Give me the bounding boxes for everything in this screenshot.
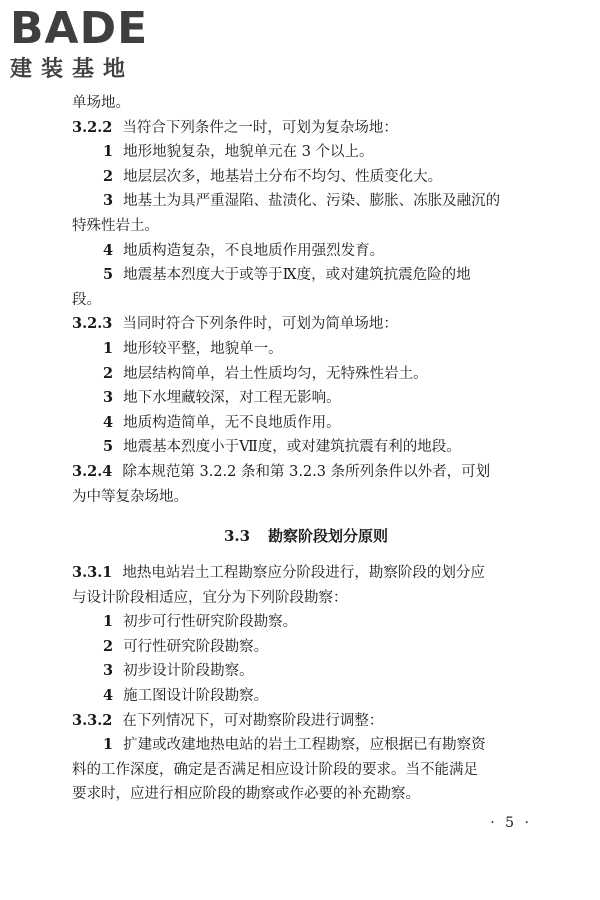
item-number: 4 xyxy=(103,687,114,705)
list-item xyxy=(72,733,540,758)
section-heading xyxy=(72,525,540,547)
item-number: 2 xyxy=(103,364,114,382)
list-item xyxy=(72,435,540,460)
clause-continuation: 为中等复杂场地。 xyxy=(72,488,188,505)
item-text: 地基土为具严重湿陷、盐渍化、污染、膨胀、冻胀及融沉的 xyxy=(123,193,501,210)
item-continuation: 段。 xyxy=(72,291,101,308)
list-item xyxy=(72,411,540,436)
section-number: 3.3 xyxy=(223,527,251,546)
clause-number: 3.3.1 xyxy=(72,564,113,582)
item-text: 地形地貌复杂，地貌单元在 3 个以上。 xyxy=(123,144,374,161)
list-item xyxy=(72,684,540,709)
clause-3-2-4 xyxy=(72,460,540,485)
continued-text: 单场地。 xyxy=(72,95,130,111)
item-text: 地层层次多，地基岩土分布不均匀、性质变化大。 xyxy=(123,168,443,185)
list-item xyxy=(72,189,540,214)
document-body xyxy=(72,91,540,807)
clause-text: 在下列情况下，可对勘察阶段进行调整： xyxy=(122,712,384,729)
item-text: 可行性研究阶段勘察。 xyxy=(123,638,269,655)
item-text: 地质构造简单，无不良地质作用。 xyxy=(123,414,341,431)
item-number: 1 xyxy=(103,613,114,631)
clause-text: 当同时符合下列条件时，可划为简单场地： xyxy=(122,316,398,333)
item-number: 4 xyxy=(103,413,114,431)
clause-text: 除本规范第 3.2.2 条和第 3.2.3 条所列条件以外者，可划 xyxy=(122,463,491,480)
list-item xyxy=(72,263,540,288)
clause-number: 3.2.4 xyxy=(72,462,113,480)
clause-3-2-3 xyxy=(72,312,540,337)
item-number: 2 xyxy=(103,167,114,185)
item-text: 初步设计阶段勘察。 xyxy=(123,663,254,680)
item-continuation: 特殊性岩土。 xyxy=(72,217,159,234)
item-continuation: 料的工作深度，确定是否满足相应设计阶段的要求。当不能满足 xyxy=(72,761,478,778)
item-number: 3 xyxy=(103,192,114,210)
item-text: 地质构造复杂，不良地质作用强烈发育。 xyxy=(123,242,385,259)
clause-text: 当符合下列条件之一时，可划为复杂场地： xyxy=(122,119,398,136)
item-number: 1 xyxy=(103,339,114,357)
item-number: 5 xyxy=(103,266,114,284)
page-number: · 5 · xyxy=(490,815,532,831)
item-number: 3 xyxy=(103,389,114,407)
item-number: 1 xyxy=(103,736,114,754)
clause-text: 地热电站岩土工程勘察应分阶段进行，勘察阶段的划分应 xyxy=(122,565,485,582)
item-text: 地形较平整，地貌单一。 xyxy=(123,340,283,357)
item-number: 4 xyxy=(103,241,114,259)
list-item xyxy=(72,362,540,387)
list-item xyxy=(72,165,540,190)
item-number: 3 xyxy=(103,662,114,680)
item-continuation: 要求时，应进行相应阶段的勘察或作必要的补充勘察。 xyxy=(72,786,420,803)
item-text: 初步可行性研究阶段勘察。 xyxy=(123,614,298,631)
list-item xyxy=(72,659,540,684)
item-text: 地震基本烈度大于或等于Ⅸ度，或对建筑抗震危险的地 xyxy=(123,267,471,284)
section-title: 勘察阶段划分原则 xyxy=(268,527,389,546)
logo-subtitle: 建装基地 xyxy=(10,57,135,82)
list-item xyxy=(72,337,540,362)
item-text: 扩建或改建地热电站的岩土工程勘察，应根据已有勘察资 xyxy=(123,737,486,754)
list-item xyxy=(72,140,540,165)
item-text: 地震基本烈度小于Ⅶ度，或对建筑抗震有利的地段。 xyxy=(123,439,461,456)
clause-number: 3.2.2 xyxy=(72,118,113,136)
list-item xyxy=(72,239,540,264)
clause-3-2-2 xyxy=(72,116,540,141)
list-item xyxy=(72,386,540,411)
clause-number: 3.3.2 xyxy=(72,711,113,729)
item-text: 施工图设计阶段勘察。 xyxy=(123,688,269,705)
item-number: 2 xyxy=(103,637,114,655)
clause-3-3-2 xyxy=(72,709,540,734)
clause-3-3-1 xyxy=(72,561,540,586)
logo-wordmark: BADE xyxy=(10,3,149,54)
clause-number: 3.2.3 xyxy=(72,315,113,333)
item-text: 地下水埋藏较深，对工程无影响。 xyxy=(123,390,341,407)
item-number: 1 xyxy=(103,143,114,161)
item-text: 地层结构简单，岩土性质均匀，无特殊性岩土。 xyxy=(123,365,428,382)
list-item xyxy=(72,610,540,635)
list-item xyxy=(72,635,540,660)
item-number: 5 xyxy=(103,438,114,456)
clause-continuation: 与设计阶段相适应，宜分为下列阶段勘察： xyxy=(72,589,348,606)
logo xyxy=(10,3,180,84)
